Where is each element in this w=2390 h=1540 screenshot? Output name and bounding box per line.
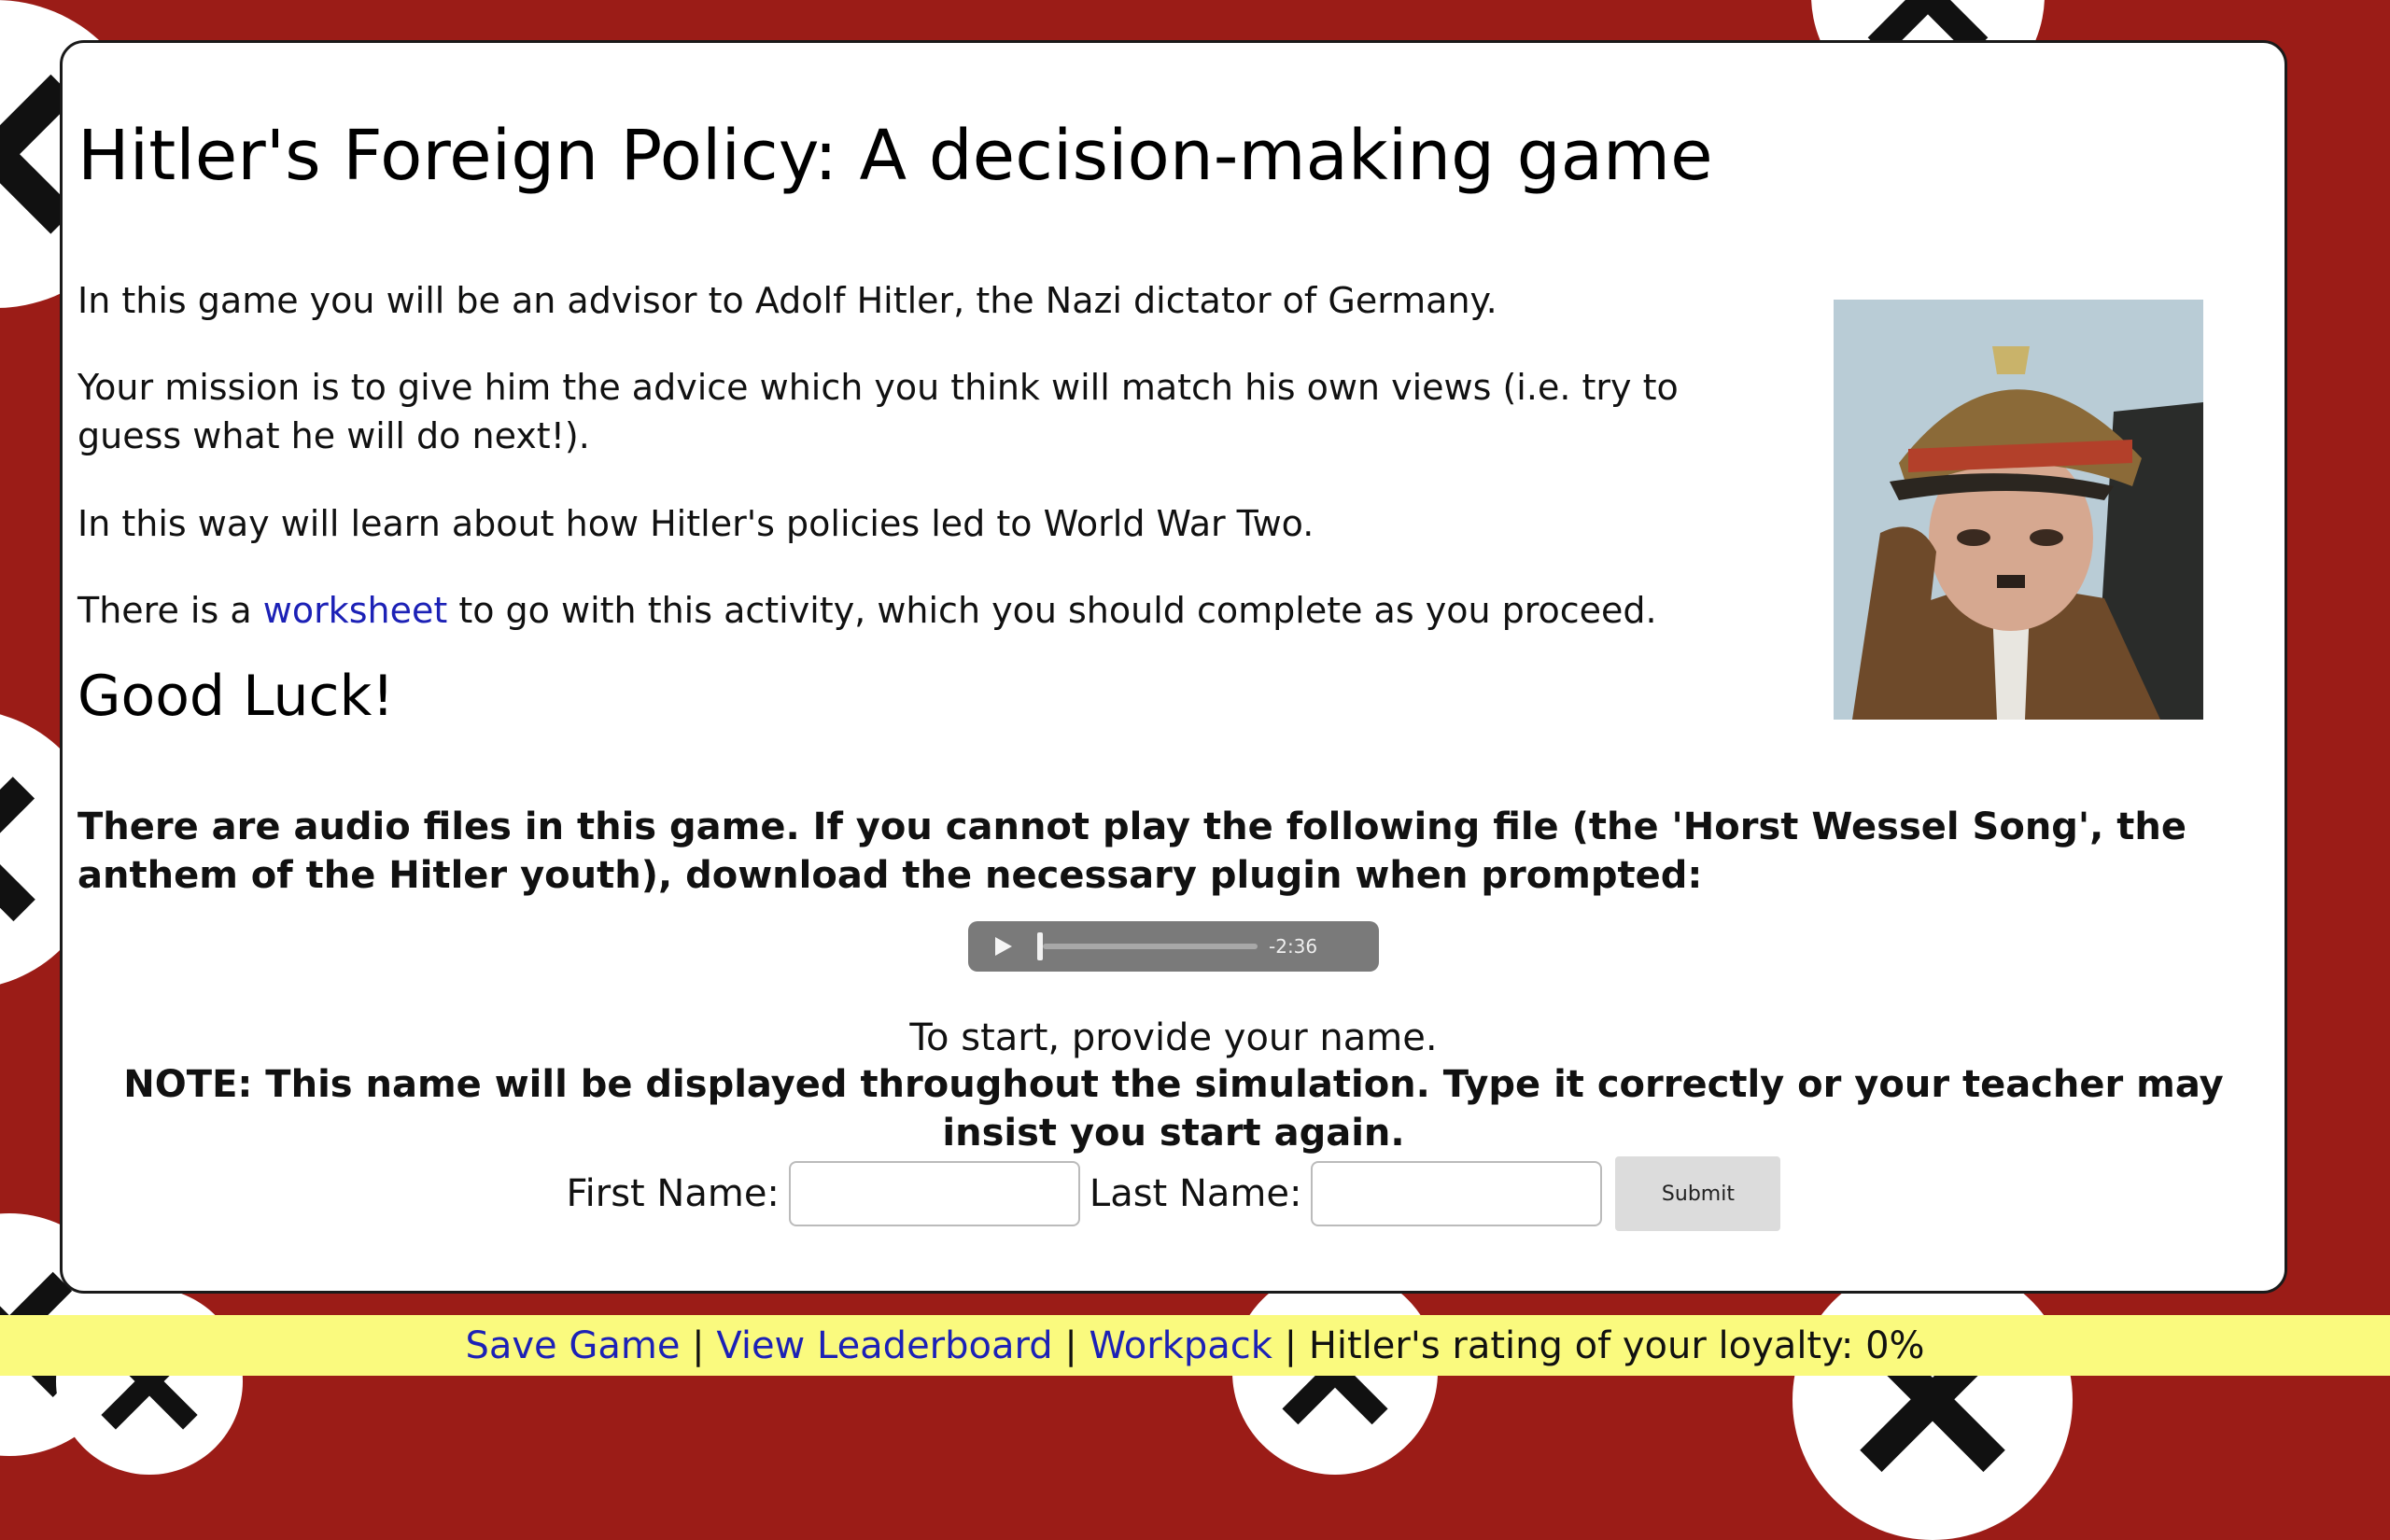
loyalty-value: 0%: [1865, 1323, 1925, 1367]
intro-paragraph: In this game you will be an advisor to Adolf Hitler, the Nazi dictator of Germany.: [77, 280, 1497, 321]
audio-player[interactable]: [968, 921, 1379, 972]
submit-button[interactable]: Submit: [1615, 1156, 1780, 1231]
first-name-field[interactable]: [789, 1161, 1080, 1226]
save-game-link[interactable]: Save Game: [465, 1323, 681, 1367]
worksheet-text-after: to go with this activity, which you should complete as you proceed.: [447, 590, 1657, 631]
page-title: Hitler's Foreign Policy: A decision-making game: [77, 116, 1713, 196]
worksheet-text-before: There is a: [77, 590, 263, 631]
loyalty-label: Hitler's rating of your loyalty:: [1308, 1323, 1866, 1367]
good-luck-heading: Good Luck!: [77, 664, 395, 729]
last-name-field[interactable]: [1311, 1161, 1602, 1226]
worksheet-link[interactable]: worksheet: [262, 590, 448, 631]
background-emblem: [1792, 1260, 2073, 1540]
main-panel: [60, 40, 2287, 1294]
play-icon[interactable]: [992, 934, 1015, 959]
footer-separator: |: [680, 1323, 717, 1367]
name-note: NOTE: This name will be displayed throughout the simulation. Type it correctly or your teacher may insist you start again.: [123, 1063, 2224, 1155]
name-form: [63, 1156, 2285, 1231]
first-name-label: First Name:: [566, 1172, 780, 1215]
last-name-label: Last Name:: [1089, 1172, 1302, 1215]
footer-bar: [0, 1315, 2390, 1376]
audio-time-remaining: -2:36: [1269, 935, 1318, 958]
worksheet-paragraph: [77, 586, 1786, 635]
audio-notice: There are audio files in this game. If you cannot play the following file (the 'Horst Wessel Song', the anthem of the Hitler youth), download the necessary plugin when prompted:: [77, 805, 2187, 897]
portrait-photo: [1834, 300, 2203, 720]
footer-separator: |: [1272, 1323, 1309, 1367]
audio-progress-track[interactable]: [1043, 944, 1258, 949]
start-instruction: To start, provide your name.: [909, 1016, 1438, 1059]
view-leaderboard-link[interactable]: View Leaderboard: [716, 1323, 1053, 1367]
footer-separator: |: [1052, 1323, 1090, 1367]
learning-paragraph: In this way will learn about how Hitler's policies led to World War Two.: [77, 503, 1314, 544]
mission-paragraph: Your mission is to give him the advice which you think will match his own views (i.e. try to guess what he will do next!).: [77, 367, 1679, 456]
workpack-link[interactable]: Workpack: [1089, 1323, 1272, 1367]
